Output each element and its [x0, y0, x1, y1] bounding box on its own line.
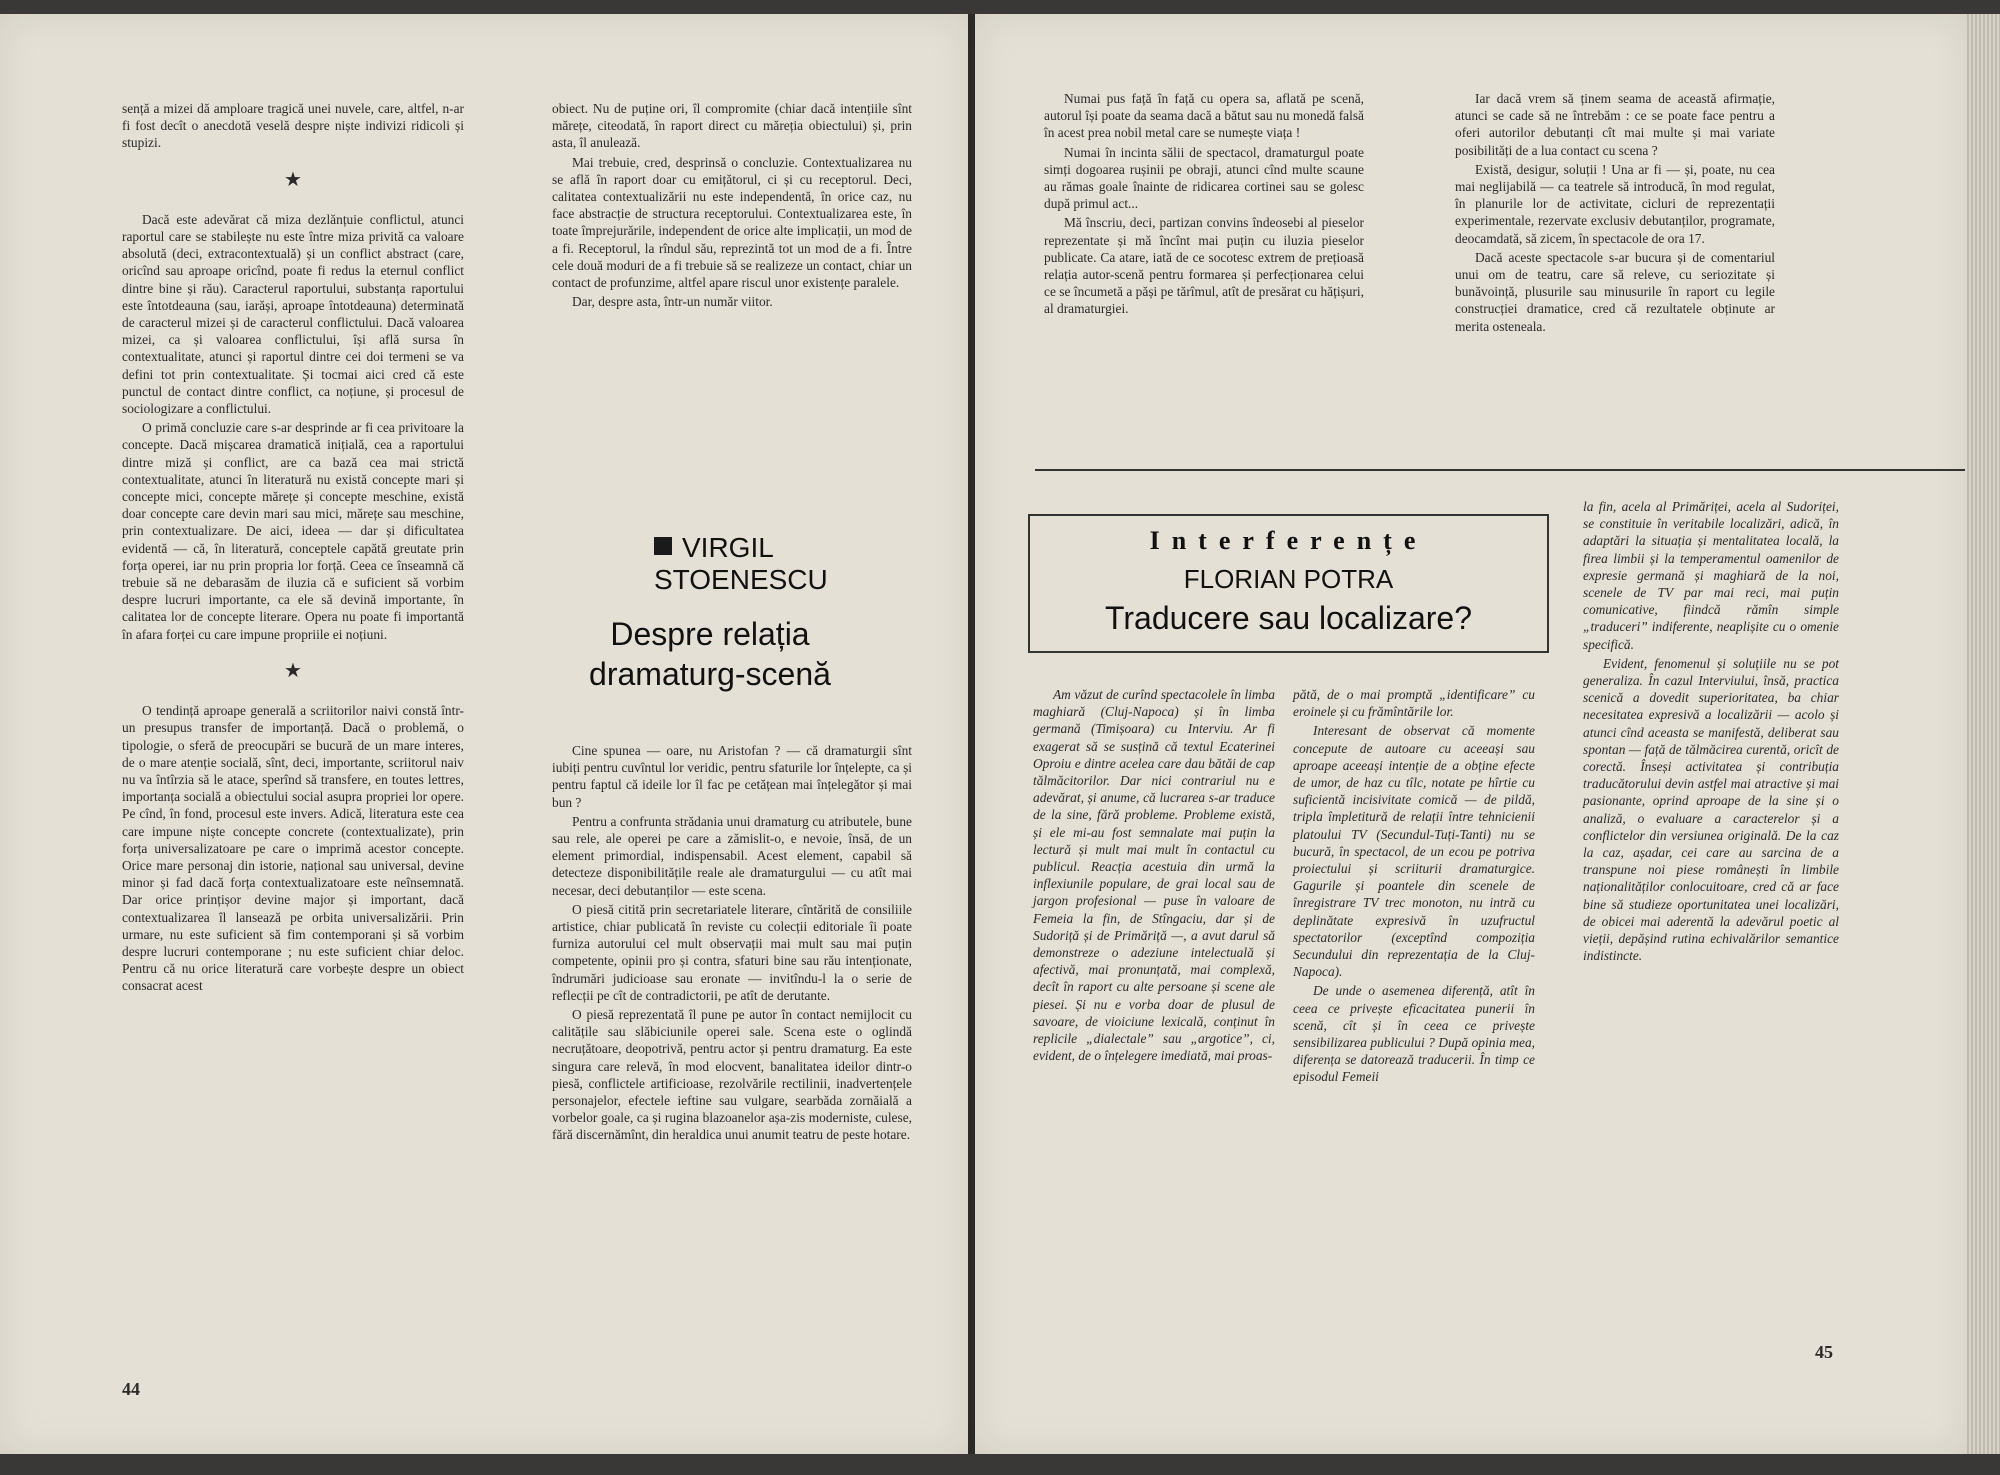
article-title: Despre relația dramaturg-scenă: [589, 616, 831, 692]
right-column-1: [1044, 90, 1364, 320]
paragraph: obiect. Nu de puține ori, îl compromite (chiar dacă intențiile sînt mărețe, citeodată, în raport direct cu măreția obiectului) și, prin asta, îl anulează.: [552, 101, 912, 151]
paragraph: Mai trebuie, cred, desprinsă o concluzie. Contextualizarea nu se află în raport doar cu emițătorul, ci și cu receptorul. Deci, calitatea contextualizării nu este independentă, în orice caz, nu face abstracție de structura receptorului. Contextualizarea este, în toate împrejurările, independent de orice alte implicații, un mod de a fi. Receptorul, la rîndul său, reprezintă tot un mod de a fi. Între cele două moduri de a fi trebuie să se realizeze un contact, chiar un contact de profunzime, altfel apare riscul unor existențe paralele.: [552, 154, 912, 291]
paragraph: Dacă aceste spectacole s-ar bucura și de comentariul unui om de teatru, care să releve, cu seriozitate și bunăvoință, plusurile sau minusurile în raport cu legile construcției dramatice, cred că rezultatele obținute ar merita osteneala.: [1455, 249, 1775, 334]
page-number: 44: [122, 1379, 140, 1399]
paragraph: O tendință aproape generală a scriitorilor naivi constă într-un presupus transfer de importanță. Dacă o problemă, o tipologie, o sferă de preocupări se bucură de un mare interes, de o mare atenție socială, sînt, deci, importante, scriitorul naiv nu va întîrzia să le atace, sperînd să transfere, en toutes lettres, importanța socială a obiectului social asupra propriei lor opere. Pe cînd, în fond, procesul este invers. Adică, literatura este cea care impune niște concepte concrete (contextualizate), prin forța universalizatoare pe care o imprimă acestor concepte. Orice mare personaj din istorie, național sau universal, devine minor și fad dacă forța contextualizatoare este neînsemnată. Dar orice prințișor devine major și important, dacă contextualizarea îl lansează pe orbita universalizării. Prin urmare, nu este suficient să fim contemporani și să vorbim despre lucruri contemporane ; nu este suficient chiar deloc. Pentru că nu orice literatură care vorbește despre un obiect consacrat acest: [122, 703, 464, 994]
paragraph: Pentru a confrunta strădania unui dramaturg cu atributele, bune sau rele, ale operei pe care a zămislit-o, e nevoie, însă, de un element primordial, indispensabil. Acest element, capabil să detecteze disponibilitățile reale ale dramaturgului — cu atît mai necesar, deci debutanților — este scena.: [552, 813, 912, 898]
paragraph: sență a mizei dă amploare tragică unei nuvele, care, altfel, n-ar fi fost decît o anecdotă veselă despre niște indivizi ridicoli și stupizi.: [122, 101, 464, 151]
paragraph: Numai pus față în față cu opera sa, aflată pe scenă, autorul își poate da seama dacă a bătut sau nu monedă falsă în acest prea nobil metal care se numește viața !: [1044, 91, 1364, 141]
paragraph: la fin, acela al Primăriței, acela al Sudoriței, se constituie în veritabile localizări, adică, în adaptări la situația și mentalitatea locală, la firea limbii și la temperamentul oamenilor de expresie germană și maghiară de la noi, scenele de TV par mai reci, mai puțin comunicative, fiindcă rămîn simple „traduceri” indiferente, neaplișite cu o omenie specifică.: [1583, 499, 1839, 652]
star-separator-icon: ★: [284, 168, 302, 191]
right-column-2: [1455, 90, 1775, 337]
article-author: VIRGIL STOENESCU: [654, 532, 828, 595]
paragraph: Există, desigur, soluții ! Una ar fi — și, poate, nu cea mai neglijabilă — ca teatrele să introducă, în mod regulat, în planurile lor de activitate, cicluri de reprezentații experimentale, rezervate exclusiv debutanților, programate, deocamdată, să zicem, în spectacole de ora 17.: [1455, 161, 1775, 246]
article-title: Traducere sau localizare?: [1105, 600, 1472, 636]
article-author: FLORIAN POTRA: [1183, 564, 1394, 594]
series-header-box: [1028, 514, 1549, 653]
paragraph: Dar, despre asta, într-un număr viitor.: [572, 294, 773, 310]
paragraph: Numai în incinta sălii de spectacol, dramaturgul poate simți dogoarea rușinii pe obraji, atunci cînd multe scaune au rămas goale înainte de ridicarea cortinei sau se golesc după primul act...: [1044, 144, 1364, 212]
right-column-5: [1583, 498, 1839, 966]
bullet-square-icon: [654, 537, 672, 555]
paragraph: Am văzut de curînd spectacolele în limba maghiară (Cluj-Napoca) și în limba germană (Timișoara) cu Interviu. Ar fi exagerat să se susțină că textul Ecaterinei Oproiu e dintre acelea care dau bătăi de cap tălmăcitorilor. Dar nici contrariul nu e adevărat, și anume, că lucrarea s-ar traduce de la sine, fără probleme. Probleme există, și ele mi-au fost semnalate mai puțin la lectură și mult mai mult în contactul cu publicul. Reacția acestuia din urmă la inflexiunile populare, de grai local sau de jargon profesional — puse în valoare de Femeia la fin, de Stîngaciu, dar și de Sudoriță și de Primăriță —, a avut darul să demonstreze o adeziune intelectuală și afectivă, mai pronunțată, mai complexă, decît în raport cu alte persoane și scene ale piesei. Și nu e vorba doar de plusul de savoare, de vioiciune lexicală, conținut în replicile „dialectale” sau „argotice”, ci, evident, de o înțelegere imediată, mai proas-: [1033, 687, 1275, 1064]
paragraph: Evident, fenomenul și soluțiile nu se pot generaliza. În cazul Interviului, însă, practica scenică a dovedit superioritatea, ba chiar necesitatea expresivă a localizării — acolo și atunci cînd aceasta se manifestă, deliberat sau spontan — față de tălmăcirea curentă, oricît de corectă. Înseși activitatea și contribuția traducătorului devin astfel mai atractive și mai pasionante, oprind aproape de la sine și o analiză, o evaluare a caracterelor și a conflictelor din versiunea originală. De la caz la caz, așadar, cei care au sarcina de a transpune noi piese românești în limbile naționalităților conlocuitoare, cred că ar face bine să studieze oportunitatea unei localizări, de obicei mai aderentă la adevărul poetic al vieții, depășind rutina echivalărilor semantice indistincte.: [1583, 655, 1839, 964]
right-page: [975, 14, 1967, 1454]
page-number: 45: [1815, 1342, 1833, 1362]
paragraph: Interesant de observat că momente concepute de autoare cu aceeași sau aproape aceeași intenție de a obține efecte de umor, de haz cu tîlc, notate pe hîrtie cu suficientă incisivitate comică — de pildă, tripla împletitură de relații între tehnicienii platoului TV (Secundul-Tuți-Tanti) nu se bucură, în spectacol, de un ecou pe potriva proiectului și scriiturii dramaturgice. Gagurile și poantele din scenele de înregistrare TV trec monoton, nu intră cu deplinătate expresivă în uzufructul spectatorilor (exceptînd compoziția Secundului din reprezentația de la Cluj-Napoca).: [1293, 723, 1535, 980]
right-column-4: [1293, 686, 1535, 1088]
left-column-2: [552, 100, 912, 312]
star-separator-icon: ★: [284, 659, 302, 682]
paragraph: O piesă citită prin secretariatele literare, cîntărită de consiliile artistice, chiar publicată în reviste cu colecții editoriale îi poate furniza autorului cel mult observații mai mult sau mai puțin competente, opinii pro și contra, sfaturi bine sau rău intenționate, îndrumări judicioase sau eronate — invitîndu-l la o serie de reflecții pe cît de contradictorii, pe atît de derutante.: [552, 901, 912, 1003]
left-column-1: [122, 100, 464, 997]
series-title: Interferențe: [1149, 526, 1428, 555]
left-column-3: [552, 742, 912, 1146]
page-edges: [1967, 14, 2000, 1454]
book-spine: [968, 14, 975, 1454]
paragraph: Iar dacă vrem să ținem seama de această afirmație, atunci se cade să ne întrebăm : ce se poate face pentru a oferi autorilor debutanți cît mai multe și mai variate posibilități de a lua contact cu scena ?: [1455, 91, 1775, 158]
paragraph: Mă înscriu, deci, partizan convins îndeosebi al pieselor reprezentate și mă încînt mai puțin cu iluzia pieselor publicate. Ca atare, iată de ce socotesc extrem de prețioasă relația autor-scenă pentru formarea și perfecționarea celui ce se încumetă a păși pe tărîmul, atît de presărat cu hățișuri, al dramaturgiei.: [1044, 215, 1364, 317]
section-divider: [1035, 469, 1965, 471]
paragraph: O piesă reprezentată îl pune pe autor în contact nemijlocit cu calitățile sau slăbiciunile operei sale. Scena este o oglindă necruțătoare, deopotrivă, pentru actor și pentru dramaturg. Ea este singura care relevă, în mod elocvent, banalitatea ideilor dintr-o piesă, conflictele artificioase, rezolvările rectilinii, inadvertențele personajelor, efectele ieftine sau vulgare, searbăda zornăială a vorbelor goale, ca și rugina blazoanelor așa-zis moderniste, culese, fără discernămînt, din heraldica unui anumit teatru de peste hotare.: [552, 1007, 912, 1143]
paragraph: O primă concluzie care s-ar desprinde ar fi cea privitoare la concepte. Dacă mișcarea dramatică inițială, cea a raportului dintre miză și conflict, are ca bază cea mai strictă contextualitate, atunci în literatură nu există concepte mari și concepte mici, concepte mărețe și concepte meschine, există doar concepte care devin mari sau mici, mărețe sau meschine, prin contextualizare. De aici, ideea — dar și dificultatea evidentă — că, în literatură, conceptele capătă greutate prin forța operei, iar nu prin propria lor forță. Ceea ce înseamnă că trebuie să ne debarasăm de iluzia că e suficient să vorbim despre lucruri importante, ca ele să devină importante, în calitatea lor de concepte literare. Opera nu poate fi importantă în afara forței cu care impune propriile ei noțiuni.: [122, 420, 464, 642]
paragraph: Cine spunea — oare, nu Aristofan ? — că dramaturgii sînt iubiți pentru cuvîntul lor veridic, pentru sfaturile lor înțelepte, ca și pentru faptul că ideile lor îl fac pe cetățean mai înțelegător și mai bun ?: [552, 743, 912, 810]
paragraph: De unde o asemenea diferență, atît în ceea ce privește eficacitatea punerii în scenă, cît și în ceea ce privește sensibilizarea publicului ? După opinia mea, diferența se datorează traducerii. În timp ce episodul Femeii: [1293, 983, 1535, 1085]
paragraph: pătă, de o mai promptă „identificare” cu eroinele și cu frămîntările lor.: [1293, 687, 1535, 720]
left-page: [0, 14, 968, 1454]
right-column-3: [1033, 686, 1275, 1066]
paragraph: Dacă este adevărat că miza dezlănțuie conflictul, atunci raportul care se stabilește nu este între miza privită ca valoare absolută (deci, extracontextuală) și un conflict abstract (care, oricînd sau aproape oricînd, poate fi redus la eternul conflict dintre bine și rău). Caracterul raportului, substanța raportului este întotdeauna (sau, iarăși, aproape întotdeauna) determinată de caracterul mizei și de caracterul conflictului. Dacă valoarea mizei, ca și valoarea conflictului, își află sursa în contextualitate, atunci și raportul dintre cei doi termeni se va defini tot prin contextualitate. Și tocmai aici cred că este punctul de contact dintre conflict, ca noțiune, și procesul de sociologizare a conflictului.: [122, 211, 464, 417]
